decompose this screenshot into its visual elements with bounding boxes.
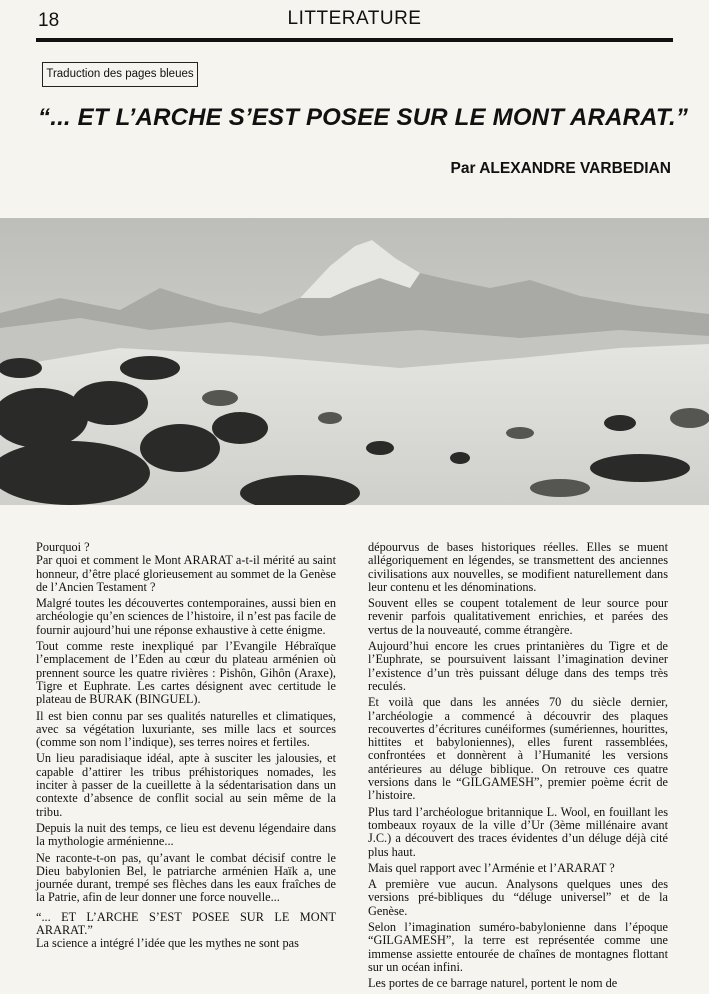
paragraph: Aujourd’hui encore les crues printanières du Tigre et de l’Euphrate, se poursuivent laissant l’imagination deviner l’existence d’un très puissant déluge dans des temps très reculés.: [368, 639, 668, 693]
paragraph: Ne raconte-t-on pas, qu’avant le combat décisif contre le Dieu babylonien Bel, le patriarche arménien Haïk a, une journée durant, trempé ses flèches dans les eaux fraîches de la Patrie, afin de leur donner une force nouvelle...: [36, 850, 336, 905]
paragraph: Plus tard l’archéologue britannique L. Wool, en fouillant les tombeaux royaux de la ville d’Ur (3ème millénaire avant J.C.) a découvert des traces évidentes d’un déluge déjà cité plus haut.: [368, 804, 668, 859]
mountain-photo: [0, 218, 709, 505]
paragraph: “... ET L’ARCHE S’EST POSEE SUR LE MONT ARARAT.” La science a intégré l’idée que les mythes ne sont pas: [36, 909, 336, 951]
paragraph: Et voilà que dans les années 70 du siècle dernier, l’archéologie a commencé à découvrir des plaques recouvertes d’écritures cunéiformes (sumériennes, hourittes, hittites et babyloniennes), elles furent rassemblées, confrontées et donnèrent à l’Humanité les versions antérieures au déluge biblique. On retrouve ces quatre versions dans le “GILGAMESH”, premier poème écrit de l’histoire.: [368, 695, 668, 803]
paragraph: Souvent elles se coupent totalement de leur source pour revenir parfois qualitativement enrichies, et parées des vertus de la nouveauté, comme étrangère.: [368, 596, 668, 637]
paragraph: Il est bien connu par ses qualités naturelles et climatiques, avec sa végétation luxuriante, ses mille lacs et sources (comme son nom l’indique), ses terres noires et fertiles.: [36, 708, 336, 750]
header-rule: [36, 38, 673, 42]
paragraph: Les portes de ce barrage naturel, portent le nom de: [368, 976, 618, 991]
paragraph: Tout comme reste inexpliqué par l’Evangile Hébraïque l’emplacement de l’Eden au cœur du plateau arménien où prennent source les quatre rivières : Pishôn, Gihôn (Araxe), Tigre et Euphrate. Les cartes désignent avec certitude le plateau de BURAK (BINGUEL).: [36, 639, 336, 707]
paragraph: dépourvus de bases historiques réelles. Elles se muent allégoriquement en légendes, se transmettent des anciennes civilisations aux nouvelles, se modifient naturellement dans leur contenu et les dénominations.: [368, 540, 668, 594]
paragraph: Mais quel rapport avec l’Arménie et l’ARARAT ?: [368, 860, 615, 875]
right-column: [368, 541, 668, 994]
paragraph: Pourquoi ? Par quoi et comment le Mont ARARAT a-t-il mérité au saint honneur, d’être placé glorieusement au sommet de la Genèse de l’Ancien Testament ?: [36, 540, 336, 594]
byline: Par ALEXANDRE VARBEDIAN: [450, 160, 671, 177]
article-title: “... ET L’ARCHE S’EST POSEE SUR LE MONT ARARAT.”: [38, 104, 689, 131]
paragraph: Selon l’imagination suméro-babylonienne dans l’époque “GILGAMESH”, la terre est représentée comme une immense assiette entourée de chaînes de montagnes flottant sur un océan infini.: [368, 920, 668, 974]
paragraph: Un lieu paradisiaque idéal, apte à susciter les jalousies, et capable d’attirer les tribus préhistoriques nomades, les inciter à passer de la cueillette à la sédentarisation dans un contexte d’absence de conflit social au sein même de la tribu.: [36, 751, 336, 819]
section-title: LITTERATURE: [287, 8, 422, 29]
paragraph: A première vue aucun. Analysons quelques unes des versions pré-bibliques du “déluge universel” et de la Genèse.: [368, 877, 668, 918]
translation-label: Traduction des pages bleues: [42, 62, 198, 87]
paragraph: Malgré toutes les découvertes contemporaines, aussi bien en archéologie qu’en sciences de l’histoire, il n’est pas facile de fournir aujourd’hui une réponse exhaustive à cette énigme.: [36, 596, 336, 637]
page-number: 18: [38, 10, 60, 31]
paragraph: Depuis la nuit des temps, ce lieu est devenu légendaire dans la mythologie arménienne...: [36, 820, 336, 849]
left-column: [36, 541, 336, 954]
